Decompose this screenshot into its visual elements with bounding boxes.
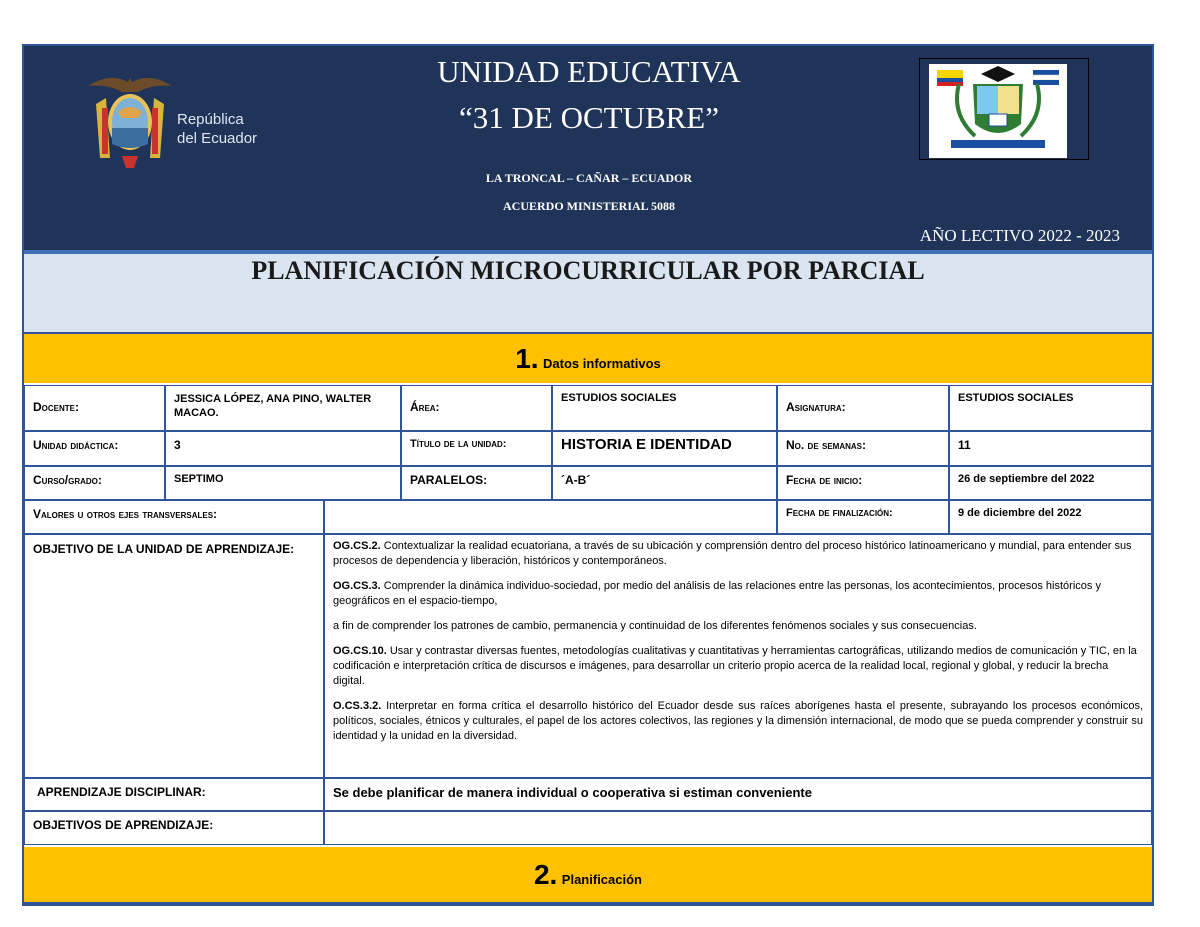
aprendizaje-value: Se debe planificar de manera individual o cooperativa si estiman conveniente	[324, 778, 1152, 811]
objetivo-paragraph	[333, 619, 1143, 634]
section-1-label: Datos informativos	[543, 356, 661, 371]
asignatura-label: Asignatura:	[777, 385, 949, 431]
objetivo-code: OG.CS.10.	[333, 645, 387, 657]
docente-label: Docente:	[24, 385, 165, 431]
unidad-value: 3	[165, 431, 401, 466]
school-name	[354, 49, 824, 141]
objetivo-text: Comprender la dinámica individuo-sociedad, por medio del análisis de las relaciones entre las personas, los acontecimientos, procesos históricos y geográficos en el espacio-tiempo,	[333, 580, 1101, 607]
section-1-number: 1.	[515, 343, 539, 374]
republica-label	[177, 110, 257, 148]
paralelos-label: PARALELOS:	[401, 466, 552, 500]
section-2-header	[24, 847, 1152, 906]
objetivo-paragraph	[333, 579, 1143, 609]
area-value: ESTUDIOS SOCIALES	[552, 385, 777, 431]
curso-label: Curso/grado:	[24, 466, 165, 500]
acuerdo-ministerial: ACUERDO MINISTERIAL 5088	[502, 199, 676, 213]
anio-lectivo: AÑO LECTIVO 2022 - 2023	[919, 226, 1120, 245]
page-title: PLANIFICACIÓN MICROCURRICULAR POR PARCIAL	[251, 256, 925, 285]
semanas-label: No. de semanas:	[777, 431, 949, 466]
inicio-value: 26 de septiembre del 2022	[949, 466, 1152, 500]
school-name-line-1: UNIDAD EDUCATIVA	[437, 54, 741, 89]
area-label: Área:	[401, 385, 552, 431]
objetivo-text: Usar y contrastar diversas fuentes, metodologías cualitativas y cuantitativas y herramientas cartográficas, utilizando medios de comunicación y TIC, en la codificación e interpretación crítica de discursos e imágenes, para desarrollar un criterio propio acerca de la realidad local, regional y global, y reducir la brecha digital.	[333, 645, 1137, 687]
valores-value	[324, 500, 777, 534]
objetivos-aprendizaje-label: OBJETIVOS DE APRENDIZAJE:	[24, 811, 324, 845]
objetivo-paragraph	[333, 539, 1143, 569]
objetivo-paragraph	[333, 699, 1143, 744]
school-location: LA TRONCAL – CAÑAR – ECUADOR	[485, 171, 693, 185]
objetivo-label: OBJETIVO DE LA UNIDAD DE APRENDIZAJE:	[24, 534, 324, 778]
objetivos-aprendizaje-value	[324, 811, 1152, 845]
asignatura-value: ESTUDIOS SOCIALES	[949, 385, 1152, 431]
valores-label: Valores u otros ejes transversales:	[24, 500, 324, 534]
school-subtitle	[354, 164, 824, 220]
titulo-value: HISTORIA E IDENTIDAD	[552, 431, 777, 466]
fin-value: 9 de diciembre del 2022	[949, 500, 1152, 534]
aprendizaje-label: APRENDIZAJE DISCIPLINAR:	[24, 778, 324, 811]
school-crest-icon	[929, 64, 1067, 158]
objetivo-content	[324, 534, 1152, 778]
republica-line-1: República	[177, 111, 244, 128]
objetivo-code: OG.CS.2.	[333, 540, 381, 552]
objetivo-paragraph	[333, 644, 1143, 689]
school-name-line-2: “31 DE OCTUBRE”	[458, 100, 720, 135]
section-2-number: 2.	[533, 859, 558, 890]
document-header	[24, 46, 1152, 254]
section-2-label: Planificación	[561, 872, 642, 887]
docente-value: JESSICA LÓPEZ, ANA PINO, WALTER MACAO.	[165, 385, 401, 431]
semanas-value: 11	[949, 431, 1152, 466]
planning-document	[22, 44, 1154, 906]
paralelos-value: ´A-B´	[552, 466, 777, 500]
titulo-label: Título de la unidad:	[401, 431, 552, 466]
inicio-label: Fecha de inicio:	[777, 466, 949, 500]
unidad-label: Unidad didáctica:	[24, 431, 165, 466]
objetivo-code: O.CS.3.2.	[333, 700, 382, 712]
ecuador-coat-of-arms-icon	[82, 68, 178, 172]
objetivo-text: Interpretar en forma crítica el desarrollo histórico del Ecuador desde sus raíces aborígenes hasta el presente, subrayando los procesos económicos, políticos, sociales, étnicos y culturales, el papel de los actores colectivos, las regiones y la dimensión internacional, de modo que se pueda comprender y construir su identidad y la unidad en la diversidad.	[333, 700, 1143, 742]
section-1-header	[24, 334, 1152, 383]
fin-label: Fecha de finalización:	[777, 500, 949, 534]
objetivo-text: a fin de comprender los patrones de cambio, permanencia y continuidad de los diferentes fenómenos sociales y sus consecuencias.	[333, 620, 977, 632]
objetivo-code: OG.CS.3.	[333, 580, 381, 592]
republica-line-2: del Ecuador	[177, 130, 258, 147]
objetivo-text: Contextualizar la realidad ecuatoriana, a través de su ubicación y comprensión dentro del proceso histórico latinoamericano y mundial, para entender sus procesos de dependencia y liberación, históricos y contemporáneos.	[333, 540, 1132, 567]
curso-value: SEPTIMO	[165, 466, 401, 500]
